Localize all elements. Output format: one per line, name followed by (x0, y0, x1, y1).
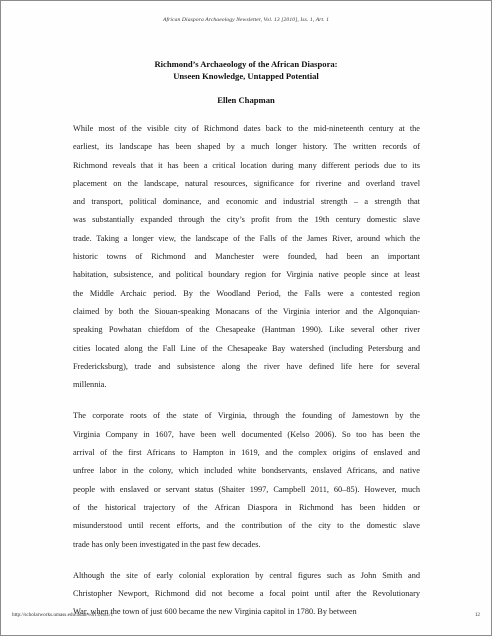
body-line: of the historical trajectory of the African Diaspora in Richmond has been hidden or (73, 502, 420, 512)
body-line: The corporate roots of the state of Virginia, through the founding of Jamestown by the (73, 411, 420, 421)
body-line: trade. Taking a longer view, the landscape of the Falls of the James River, around which the (73, 233, 420, 243)
body-line: historic towns of Richmond and Manchester were founded, had been an important (73, 252, 420, 262)
page-footer (12, 612, 480, 618)
body-line: millennia. (73, 380, 107, 390)
body-line: earliest, its landscape has been shaped by a much longer history. The written records of (73, 142, 420, 152)
body-line: trade has only been investigated in the past few decades. (73, 539, 261, 549)
footer-url-link[interactable]: http://scholarworks.umass.edu/adan/vol13/iss1/1 (12, 612, 114, 618)
body-line: speaking Powhatan chiefdom of the Chesapeake (Hantman 1990). Like several other river (73, 325, 420, 335)
page-number: 12 (474, 612, 480, 618)
title-line-2: Unseen Knowledge, Untapped Potential (173, 71, 319, 82)
body-line: Christopher Newport, Richmond did not become a focal point until after the Revolutionary (73, 589, 420, 599)
body-line: Virginia Company in 1607, have been well documented (Kelso 2006). So too has been the (73, 429, 420, 439)
body-line: the Middle Archaic period. By the Woodland Period, the Falls were a contested region (73, 288, 420, 298)
body-line: War, when the town of just 600 became the new Virginia capitol in 1780. By between (73, 607, 357, 617)
body-line: and transport, political dominance, and economic and industrial strength – a strength that (73, 197, 420, 207)
body-line: cities located along the Fall Line of the Chesapeake Bay watershed (including Petersburg and (73, 343, 420, 353)
body-line: Fredericksburg), trade and subsistence along the river have defined life here for several (73, 361, 420, 371)
article-body (73, 120, 420, 635)
body-line: misunderstood until recent efforts, and the contribution of the city to the domestic slave (73, 521, 420, 531)
body-line: people with enslaved or servant status (Shaiter 1997, Campbell 2011, 60–85). However, much (73, 484, 420, 494)
body-line: was substantially expanded through the city’s profit from the 19th century domestic slave (73, 215, 420, 225)
body-line: placement on the landscape, natural resources, significance for riverine and overland travel (73, 178, 420, 188)
author-name: Ellen Chapman (217, 95, 275, 105)
body-line: claimed by both the Siouan-speaking Monacans of the Virginia interior and the Algonquian- (73, 306, 420, 316)
body-paragraph (73, 120, 420, 394)
running-head: African Diaspora Archaeology Newsletter, Vol. 13 [2010], Iss. 1, Art. 1 (162, 17, 330, 23)
body-line: habitation, subsistence, and political boundary region for Virginia native people since at least (73, 270, 420, 280)
body-line: Although the site of early colonial exploration by central figures such as John Smith and (73, 570, 420, 580)
title-line-1: Richmond’s Archaeology of the African Diaspora: (154, 59, 338, 69)
body-line: unfree labor in the colony, which included white bondservants, enslaved Africans, and native (73, 466, 420, 476)
article-title (1, 58, 491, 83)
body-line: While most of the visible city of Richmond dates back to the mid-nineteenth century at the (73, 124, 420, 133)
body-line: Richmond reveals that it has been a critical location during many different periods due to its (73, 160, 420, 170)
body-line: arrival of the first Africans to Hampton in 1619, and the complex origins of enslaved and (73, 448, 420, 458)
body-paragraph (73, 407, 420, 553)
